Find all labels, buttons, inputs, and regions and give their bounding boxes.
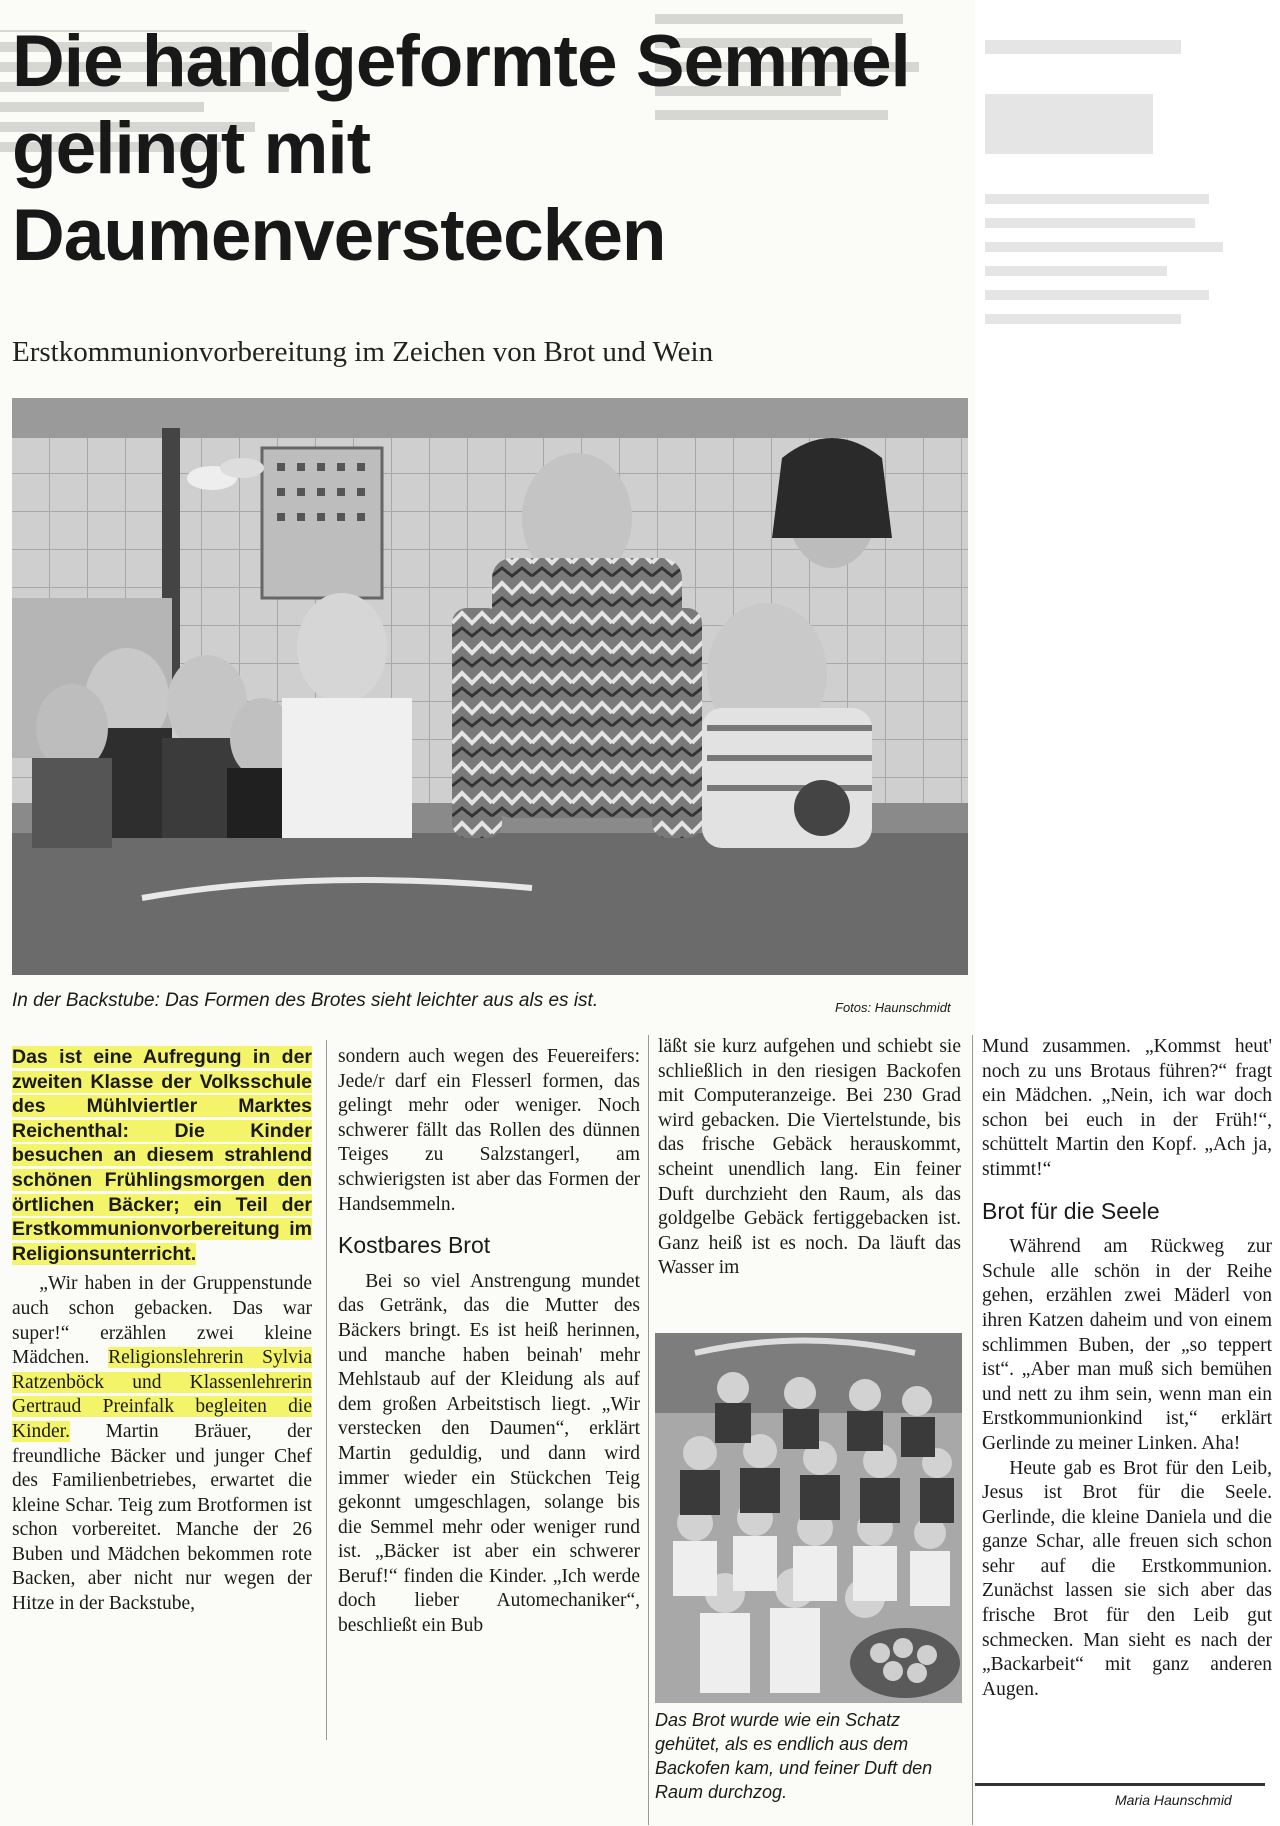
photo-caption: In der Backstube: Das Formen des Brotes sieht leichter aus als es ist. bbox=[12, 990, 599, 1011]
photo-credit: Fotos: Haunschmidt bbox=[835, 1000, 951, 1015]
column-4-paragraph-1: Mund zusammen. „Kommst heut' noch zu uns Brotaus führen?“ fragt ein Mädchen. „Nein, ich war doch schon bei euch in der Früh!“, schüttelt Martin den Kopf. „Ach ja, stimmt!“ bbox=[982, 1036, 1272, 1180]
bleed-through-text-strip bbox=[985, 20, 1265, 338]
author-rule bbox=[975, 1783, 1265, 1786]
class-group-photo-image bbox=[655, 1333, 962, 1703]
column-1 bbox=[12, 1045, 312, 1617]
column-2-paragraph-2: Bei so viel Anstrengung mundet das Getränk, das die Mutter des Bäckers bringt. Es ist heiß herinnen, und manche haben beinah' mehr Mehlstaub auf der Kleidung als auf dem großen Arbeitstisch liegt. „Wir verstecken den Daumen“, erklärt Martin geduldig, und dann wird immer wieder ein Stückchen Teig gekonnt umgeschlagen, solange bis die Semmel mehr oder weniger rund ist. „Bäcker ist aber ein schwerer Beruf!“ finden die Kinder. „Ich werde doch lieber Automechaniker“, beschließt ein Bub bbox=[338, 1270, 640, 1637]
column-4-paragraph-3: Heute gab es Brot für den Leib, Jesus ist Brot für die Seele. Gerlinde, die kleine Daniela und die ganze Schar, alle freuen sich schon sehr auf die Erstkommunion. Zunächst lassen sie sich aber das frische Brot für den Leib gut schmecken. Man sieht es nach der „Backarbeit“ mit ganz anderen Augen. bbox=[982, 1457, 1272, 1700]
lead-paragraph bbox=[12, 1045, 312, 1266]
lead-highlight: Das ist eine Aufregung in der zweiten Klasse der Volksschule des Mühlviertler Marktes Reichenthal: Die Kinder besuchen an diesem strahlend schönen Frühlingsmorgen den örtlichen Bäcker; ein Teil der Erstkommunionvorbereitung im Religionsunterricht. bbox=[12, 1046, 312, 1265]
author-byline: Maria Haunschmid bbox=[1115, 1792, 1232, 1808]
group-photo-caption: Das Brot wurde wie ein Schatz gehütet, als es endlich aus dem Backofen kam, und feiner Duft den Raum durchzog. bbox=[655, 1710, 933, 1802]
column-divider bbox=[972, 1035, 973, 1825]
column-2-paragraph-1: sondern auch wegen des Feuereifers: Jede/r darf ein Flesserl formen, das gelingt mehr oder weniger. Noch schwerer fällt das Rollen des dünnen Teiges zu Salzstangerl, am schwierigsten ist aber das Formen der Handsemmeln. bbox=[338, 1046, 640, 1215]
bakery-photo bbox=[12, 398, 968, 975]
headline: Die handgeformte Semmel gelingt mit Daumenverstecken bbox=[12, 21, 910, 276]
class-group-photo bbox=[655, 1333, 962, 1703]
column-1-paragraph: „Wir haben in der Gruppenstunde auch schon gebacken. Das war super!“ erzählen zwei kleine Mädchen. Religionslehrerin Sylvia Ratzenböck und Klassenlehrerin Gertraud Preinfalk begleiten die Kinder. Martin Bräuer, der freundliche Bäcker und junger Chef des Familienbetriebes, erwartet die kleine Schar. Teig zum Brotformen ist schon vorbereitet. Manche der 26 Buben und Mädchen bekommen rote Backen, aber nicht nur wegen der Hitze in der Backstube, bbox=[12, 1273, 312, 1615]
column-2 bbox=[338, 1045, 640, 1639]
column-3 bbox=[658, 1035, 961, 1331]
column-divider bbox=[326, 1040, 327, 1740]
highlighted-teachers: Religionslehrerin Sylvia Ratzenböck und Klassenlehrerin Gertraud Preinfalk begleiten die Kinder. bbox=[12, 1347, 312, 1442]
column-3-paragraph: läßt sie kurz aufgehen und schiebt sie schließlich in den riesigen Backofen mit Computeranzeige. Bei 230 Grad wird gebacken. Die Viertelstunde, bis das frische Gebäck herauskommt, scheint unendlich lang. Ein feiner Duft durchzieht den Raum, als das goldgelbe Gebäck fertiggebacken ist. Ganz heiß ist es noch. Da läuft das Wasser im bbox=[658, 1036, 961, 1279]
subhead-kostbares-brot: Kostbares Brot bbox=[338, 1232, 491, 1259]
subheadline: Erstkommunionvorbereitung im Zeichen von Brot und Wein bbox=[12, 336, 714, 368]
bakery-photo-image bbox=[12, 398, 968, 975]
column-divider bbox=[648, 1035, 649, 1825]
column-4-paragraph-2: Während am Rückweg zur Schule alle schön in der Reihe gehen, erzählen zwei Mäderl von ihren Katzen daheim und von einem schlimmen Buben, der „so teppert ist“. „Aber man muß sich bemühen und nett zu ihm sein, wenn man ein Erstkommunionkind ist,“ erklärt Gerlinde zu meiner Linken. Aha! bbox=[982, 1236, 1272, 1454]
column-4 bbox=[982, 1035, 1272, 1780]
subhead-brot-fuer-die-seele: Brot für die Seele bbox=[982, 1197, 1160, 1224]
